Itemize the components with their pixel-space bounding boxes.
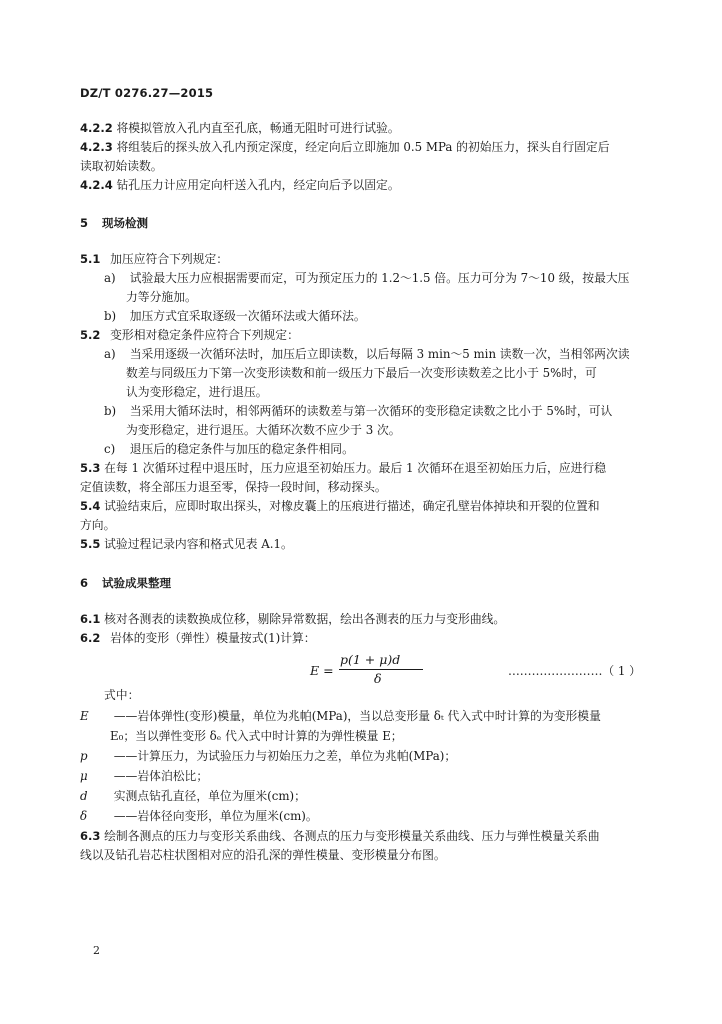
section-number: 6 <box>80 576 89 590</box>
clause-number: 4.2.3 <box>80 140 113 154</box>
clause-4-2-4 <box>80 176 400 195</box>
clause-5-2 <box>80 326 299 345</box>
clause-6-2 <box>80 629 316 648</box>
item-text: 加压方式宜采取逐级一次循环法或大循环法。 <box>129 309 366 323</box>
clause-5-3 <box>80 459 606 478</box>
item-5-2-a-cont-2: 认为变形稳定，进行退压。 <box>126 385 268 399</box>
definition-text: ——岩体泊松比； <box>113 769 209 783</box>
clause-number: 5.2 <box>80 328 101 342</box>
definition-d <box>80 787 306 806</box>
clause-text: 将组装后的探头放入孔内预定深度，经定向后立即施加 0.5 MPa 的初始压力，探头自行固定后 <box>116 140 610 154</box>
definition-symbol: μ <box>80 769 88 783</box>
clause-number: 4.2.2 <box>80 121 113 135</box>
item-5-2-b <box>104 402 612 421</box>
clause-text: 试验结束后，应即时取出探头，对橡皮囊上的压痕进行描述，确定孔壁岩体掉块和开裂的位置和 <box>104 499 600 513</box>
clause-number: 6.2 <box>80 631 101 645</box>
definition-delta <box>80 807 318 826</box>
section-title: 试验成果整理 <box>102 576 172 590</box>
item-5-2-a <box>104 345 630 364</box>
standard-code-header: DZ/T 0276.27—2015 <box>80 86 214 100</box>
formula-1 <box>310 652 430 692</box>
item-text: 当采用逐级一次循环法时，加压后立即读数，以后每隔 3 min～5 min 读数一次，当相邻两次读 <box>129 347 630 361</box>
clause-text: 试验过程记录内容和格式见表 A.1。 <box>104 537 293 551</box>
page-number: 2 <box>93 944 100 957</box>
item-label: b) <box>104 404 117 418</box>
item-5-2-c <box>104 440 354 459</box>
item-5-1-a <box>104 269 629 288</box>
clause-4-2-3-cont: 读取初始读数。 <box>80 159 163 173</box>
item-text: 退压后的稳定条件与加压的稳定条件相同。 <box>129 442 354 456</box>
item-5-2-a-cont-1: 数差与同级压力下第一次变形读数和前一级压力下最后一次变形读数差之比小于 5%时，可 <box>126 366 597 380</box>
clause-text: 核对各测表的读数换成位移，剔除异常数据，绘出各测表的压力与变形曲线。 <box>104 612 506 626</box>
item-label: c) <box>104 442 116 456</box>
item-label: a) <box>104 271 116 285</box>
clause-text: 加压应符合下列规定： <box>110 252 229 266</box>
section-6-heading <box>80 575 171 591</box>
item-text: 试验最大压力应根据需要而定，可为预定压力的 1.2～1.5 倍。压力可分为 7～10 级，按最大压 <box>129 271 630 285</box>
clause-5-4-cont: 方向。 <box>80 518 116 532</box>
where-label: 式中： <box>104 688 140 702</box>
formula-denominator: δ <box>374 671 382 686</box>
definition-E-cont: E₀；当以弹性变形 δₑ 代入式中时计算的为弹性模量 E； <box>110 729 403 743</box>
clause-number: 5.1 <box>80 252 101 266</box>
clause-5-4 <box>80 497 600 516</box>
clause-5-5 <box>80 535 293 554</box>
section-number: 5 <box>80 216 89 230</box>
definition-symbol: δ <box>80 809 88 823</box>
clause-text: 在每 1 次循环过程中退压时，压力应退至初始压力。最后 1 次循环在退至初始压力后，应进行稳 <box>104 461 607 475</box>
clause-5-1 <box>80 250 228 269</box>
clause-number: 5.5 <box>80 537 101 551</box>
clause-number: 4.2.4 <box>80 178 113 192</box>
clause-number: 5.3 <box>80 461 101 475</box>
clause-6-3 <box>80 827 600 846</box>
formula-numerator: p(1 + μ)d <box>340 652 401 667</box>
clause-number: 6.3 <box>80 829 101 843</box>
definition-text: ——计算压力，为试验压力与初始压力之差，单位为兆帕(MPa)； <box>113 749 457 763</box>
definition-symbol: d <box>80 789 88 803</box>
equation-number: ……………………（ 1 ） <box>508 664 641 678</box>
item-5-1-b <box>104 307 366 326</box>
definition-E <box>80 707 601 726</box>
clause-text: 钻孔压力计应用定向杆送入孔内，经定向后予以固定。 <box>116 178 400 192</box>
clause-text: 变形相对稳定条件应符合下列规定： <box>110 328 299 342</box>
clause-6-1 <box>80 610 505 629</box>
clause-number: 5.4 <box>80 499 101 513</box>
definition-text: ——岩体径向变形，单位为厘米(cm)。 <box>113 809 318 823</box>
clause-4-2-2 <box>80 119 400 138</box>
item-text: 当采用大循环法时，相邻两循环的读数差与第一次循环的变形稳定读数之比小于 5%时，可认 <box>129 404 613 418</box>
clause-text: 岩体的变形（弹性）模量按式(1)计算： <box>110 631 316 645</box>
item-5-1-a-cont: 力等分施加。 <box>126 290 197 304</box>
clause-number: 6.1 <box>80 612 101 626</box>
clause-4-2-3 <box>80 138 610 157</box>
clause-text: 将模拟管放入孔内直至孔底，畅通无阻时可进行试验。 <box>116 121 400 135</box>
definition-p <box>80 747 456 766</box>
item-5-2-b-cont: 为变形稳定，进行退压。大循环次数不应少于 3 次。 <box>126 423 401 437</box>
definition-symbol: E <box>80 709 89 723</box>
fraction-bar <box>339 669 423 670</box>
item-label: a) <box>104 347 116 361</box>
clause-5-3-cont: 定值读数，将全部压力退至零，保持一段时间，移动探头。 <box>80 480 387 494</box>
definition-text: 实测点钻孔直径，单位为厘米(cm)； <box>113 789 306 803</box>
definition-text: ——岩体弹性(变形)模量，单位为兆帕(MPa)，当以总变形量 δₜ 代入式中时计算的为变形模量 <box>113 709 601 723</box>
formula-lhs: E = <box>310 663 334 678</box>
definition-mu <box>80 767 208 786</box>
section-title: 现场检测 <box>102 216 149 230</box>
section-5-heading <box>80 215 148 231</box>
definition-symbol: p <box>80 749 88 763</box>
item-label: b) <box>104 309 117 323</box>
clause-text: 绘制各测点的压力与变形关系曲线、各测点的压力与变形模量关系曲线、压力与弹性模量关系曲 <box>104 829 600 843</box>
clause-6-3-cont: 线以及钻孔岩芯柱状图相对应的沿孔深的弹性模量、变形模量分布图。 <box>80 848 446 862</box>
